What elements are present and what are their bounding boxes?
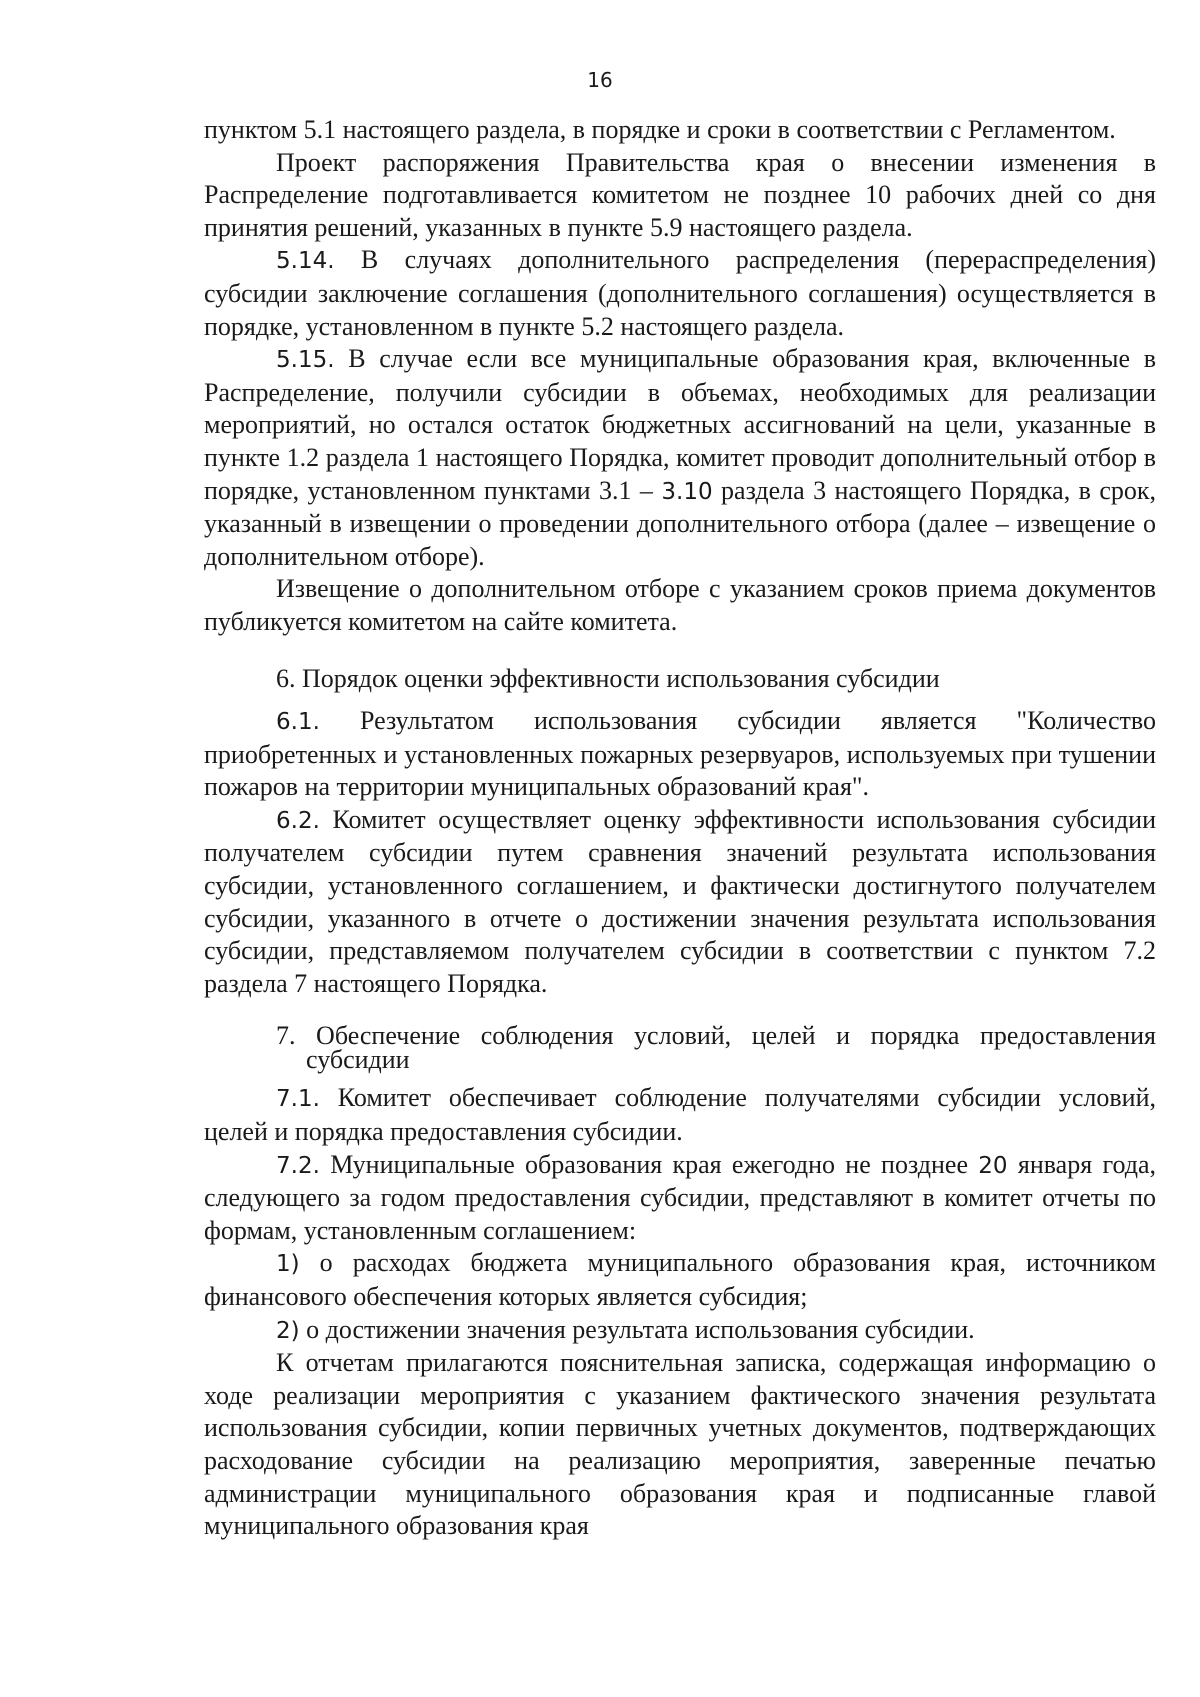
paragraph-7-1: [204, 1082, 1156, 1148]
spacer: [204, 695, 1156, 705]
list-text: о расходах бюджета муниципального образования края, источником финансового обеспечения которых является субсидия;: [204, 1248, 1157, 1311]
clause-number: 5.15.: [276, 347, 335, 374]
list-number: 2): [276, 1317, 300, 1344]
section-6-heading: 6. Порядок оценки эффективности использования субсидии: [276, 663, 940, 693]
list-item-1: [204, 1247, 1156, 1313]
paragraph-attachments: К отчетам прилагаются пояснительная записка, содержащая информацию о ходе реализации мероприятия с указанием фактического значения результата использования субсидии, копии первичных учетных документов, подтверждающих расходование субсидии на реализацию мероприятия, заверенные печатью администрации муниципального образования края и подписанные главой муниципального образования края: [204, 1348, 1156, 1541]
clause-number: 5.14.: [276, 248, 335, 275]
paragraph-6-1: [204, 705, 1156, 804]
document-body: [204, 114, 1156, 1543]
section-7-heading: 7. Обеспечение соблюдения условий, целей и порядка предоставления субсидии: [276, 1021, 1156, 1075]
paragraph-5-15: [204, 343, 1156, 573]
clause-number: 7.1.: [276, 1086, 320, 1113]
paragraph-continuation: пунктом 5.1 настоящего раздела, в порядке и сроки в соответствии с Регламентом.: [204, 115, 1116, 144]
clause-text: Комитет осуществляет оценку эффективности использования субсидии получателем субсидии путем сравнения значений результата использования субсидии, установленного соглашением, и фактически достигнутого получателем субсидии, указанного в отчете о достижении значения результата использования субсидии, представляемом получателем субсидии в соответствии с пунктом 7.2 раздела 7 настоящего Порядка.: [204, 804, 1156, 998]
page-number: 16: [587, 68, 613, 92]
clause-text: Муниципальные образования края ежегодно не позднее: [330, 1149, 968, 1179]
clause-text: Комитет обеспечивает соблюдение получателями субсидии условий, целей и порядка предоставления субсидии.: [204, 1083, 1156, 1147]
clause-number: 6.1.: [276, 709, 320, 736]
clause-text: Результатом использования субсидии является "Количество приобретенных и установленных пожарных резервуаров, используемых при тушении пожаров на территории муниципальных образований края".: [204, 706, 1156, 802]
paragraph-7-2: [204, 1149, 1156, 1248]
clause-number: 7.2.: [276, 1152, 320, 1179]
paragraph-draft-order: Проект распоряжения Правительства края о внесении изменения в Распределение подготавливается комитетом не позднее 10 рабочих дней со дня принятия решений, указанных в пункте 5.9 настоящего раздела.: [204, 147, 1156, 242]
clause-number: 6.2.: [276, 807, 320, 834]
clause-reference-number: 3.10: [661, 478, 713, 505]
list-number: 1): [276, 1251, 300, 1278]
paragraph-6-2: [204, 804, 1156, 1001]
paragraph-notice: Извещение о дополнительном отборе с указанием сроков приема документов публикуется комитетом на сайте комитета.: [204, 574, 1156, 636]
clause-text: раздела 3 настоящего Порядка, в срок, указанный в извещении о проведении дополнительного отбора (далее – извещение о дополнительном отборе).: [204, 475, 1157, 571]
clause-text: января года, следующего за годом предоставления субсидии, представляют в комитет отчеты по формам, установленным соглашением:: [204, 1149, 1157, 1245]
list-text: о достижении значения результата использования субсидии.: [306, 1314, 975, 1344]
date-number: 20: [978, 1152, 1008, 1179]
spacer: [204, 639, 1156, 663]
list-item-2: [204, 1314, 1156, 1348]
clause-text: В случае если все муниципальные образования края, включенные в Распределение, получили субсидии в объемах, необходимых для реализации мероприятий, но остался остаток бюджетных ассигнований на цели, указанные в пункте 1.2 раздела 1 настоящего Порядка, комитет проводит дополнительный отбор в порядке, установленном пунктами 3.1 –: [204, 344, 1157, 505]
paragraph-5-14: [204, 244, 1156, 343]
clause-text: В случаях дополнительного распределения (перераспределения) субсидии заключение соглашения (дополнительного соглашения) осуществляется в порядке, установленном в пункте 5.2 настоящего раздела.: [204, 245, 1156, 341]
